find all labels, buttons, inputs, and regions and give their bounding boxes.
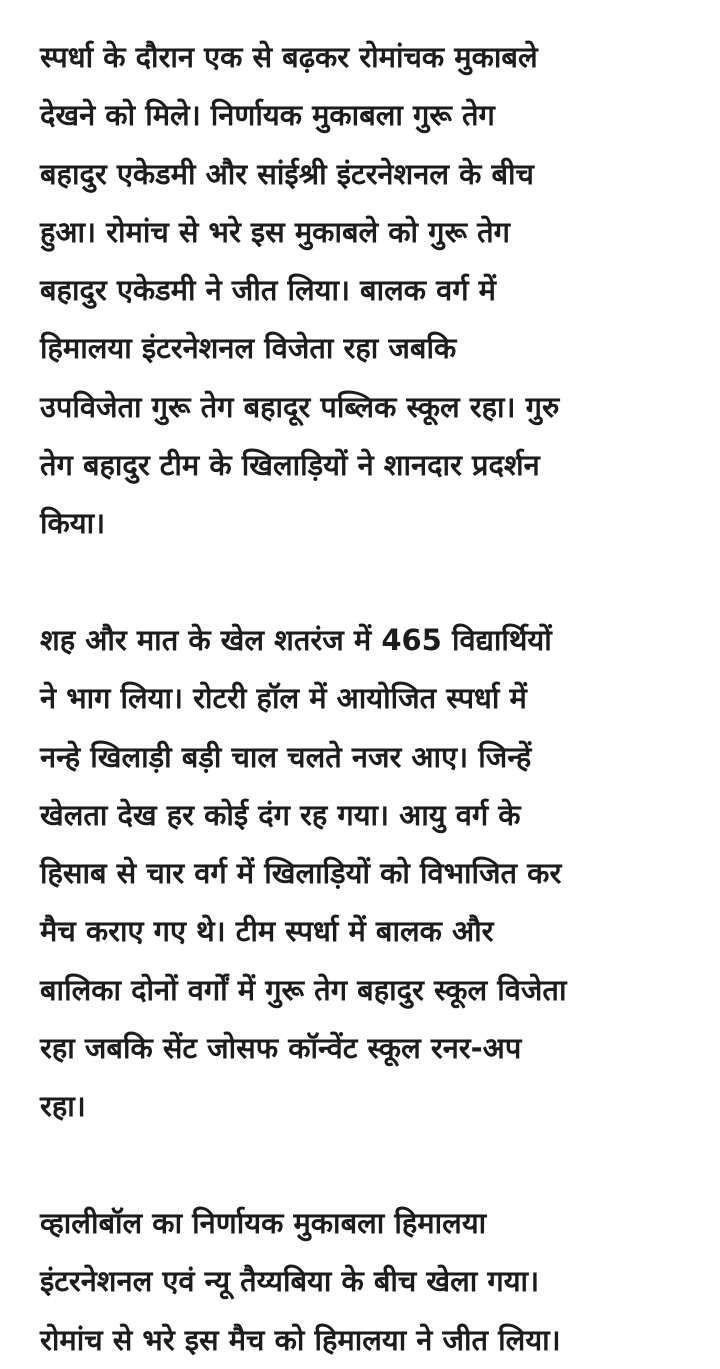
paragraph-volleyball bbox=[40, 1194, 700, 1369]
text-line: खेलता देख हर कोई दंग रह गया। आयु वर्ग के bbox=[40, 797, 521, 832]
text-line: रहा। bbox=[40, 1089, 86, 1124]
text-line: ने भाग लिया। रोटरी हॉल में आयोजित स्पर्धा में bbox=[40, 681, 527, 716]
text-line: देखने को मिले। निर्णायक मुकाबला गुरू तेग bbox=[40, 98, 495, 133]
text-line: तेग बहादुर टीम के खिलाड़ियों ने शानदार प्रदर्शन bbox=[40, 448, 540, 483]
paragraph-competition-results bbox=[40, 28, 700, 553]
paragraph-spacer bbox=[40, 553, 700, 611]
text-line: व्हालीबॉल का निर्णायक मुकाबला हिमालया bbox=[40, 1205, 487, 1240]
text-line: बहादुर एकेडमी और सांईश्री इंटरनेशनल के बीच bbox=[40, 156, 534, 191]
text-line: स्पर्धा के दौरान एक से बढ़कर रोमांचक मुकाबले bbox=[40, 40, 538, 74]
text-line: उपविजेता गुरू तेग बहादूर पब्लिक स्कूल रहा। गुरु bbox=[40, 389, 560, 424]
text-line: हिमालया इंटरनेशनल विजेता रहा जबकि bbox=[40, 331, 457, 366]
text-line: बालिका दोनों वर्गों में गुरू तेग बहादुर स्कूल विजेता bbox=[40, 972, 567, 1007]
paragraph-chess bbox=[40, 611, 700, 1136]
paragraph-spacer bbox=[40, 1136, 700, 1194]
article-body bbox=[40, 28, 700, 1369]
text-line: हुआ। रोमांच से भरे इस मुकाबले को गुरू तेग bbox=[40, 214, 510, 249]
text-line: इंटरनेशनल एवं न्यू तैय्यबिया के बीच खेला गया। bbox=[40, 1264, 540, 1299]
text-line: हिसाब से चार वर्ग में खिलाड़ियों को विभाजित कर bbox=[40, 856, 562, 891]
text-line: शह और मात के खेल शतरंज में 465 विद्यार्थियों bbox=[40, 622, 552, 657]
text-line: नन्हे खिलाड़ी बड़ी चाल चलते नजर आए। जिन्हें bbox=[40, 739, 532, 774]
text-line: बहादुर एकेडमी ने जीत लिया। बालक वर्ग में bbox=[40, 273, 497, 308]
text-line: किया। bbox=[40, 506, 106, 541]
text-line: रोमांच से भरे इस मैच को हिमालया ने जीत लिया। bbox=[40, 1322, 561, 1357]
text-line: रहा जबकि सेंट जोसफ कॉन्वेंट स्कूल रनर-अप bbox=[40, 1031, 522, 1066]
text-line: मैच कराए गए थे। टीम स्पर्धा में बालक और bbox=[40, 914, 494, 949]
